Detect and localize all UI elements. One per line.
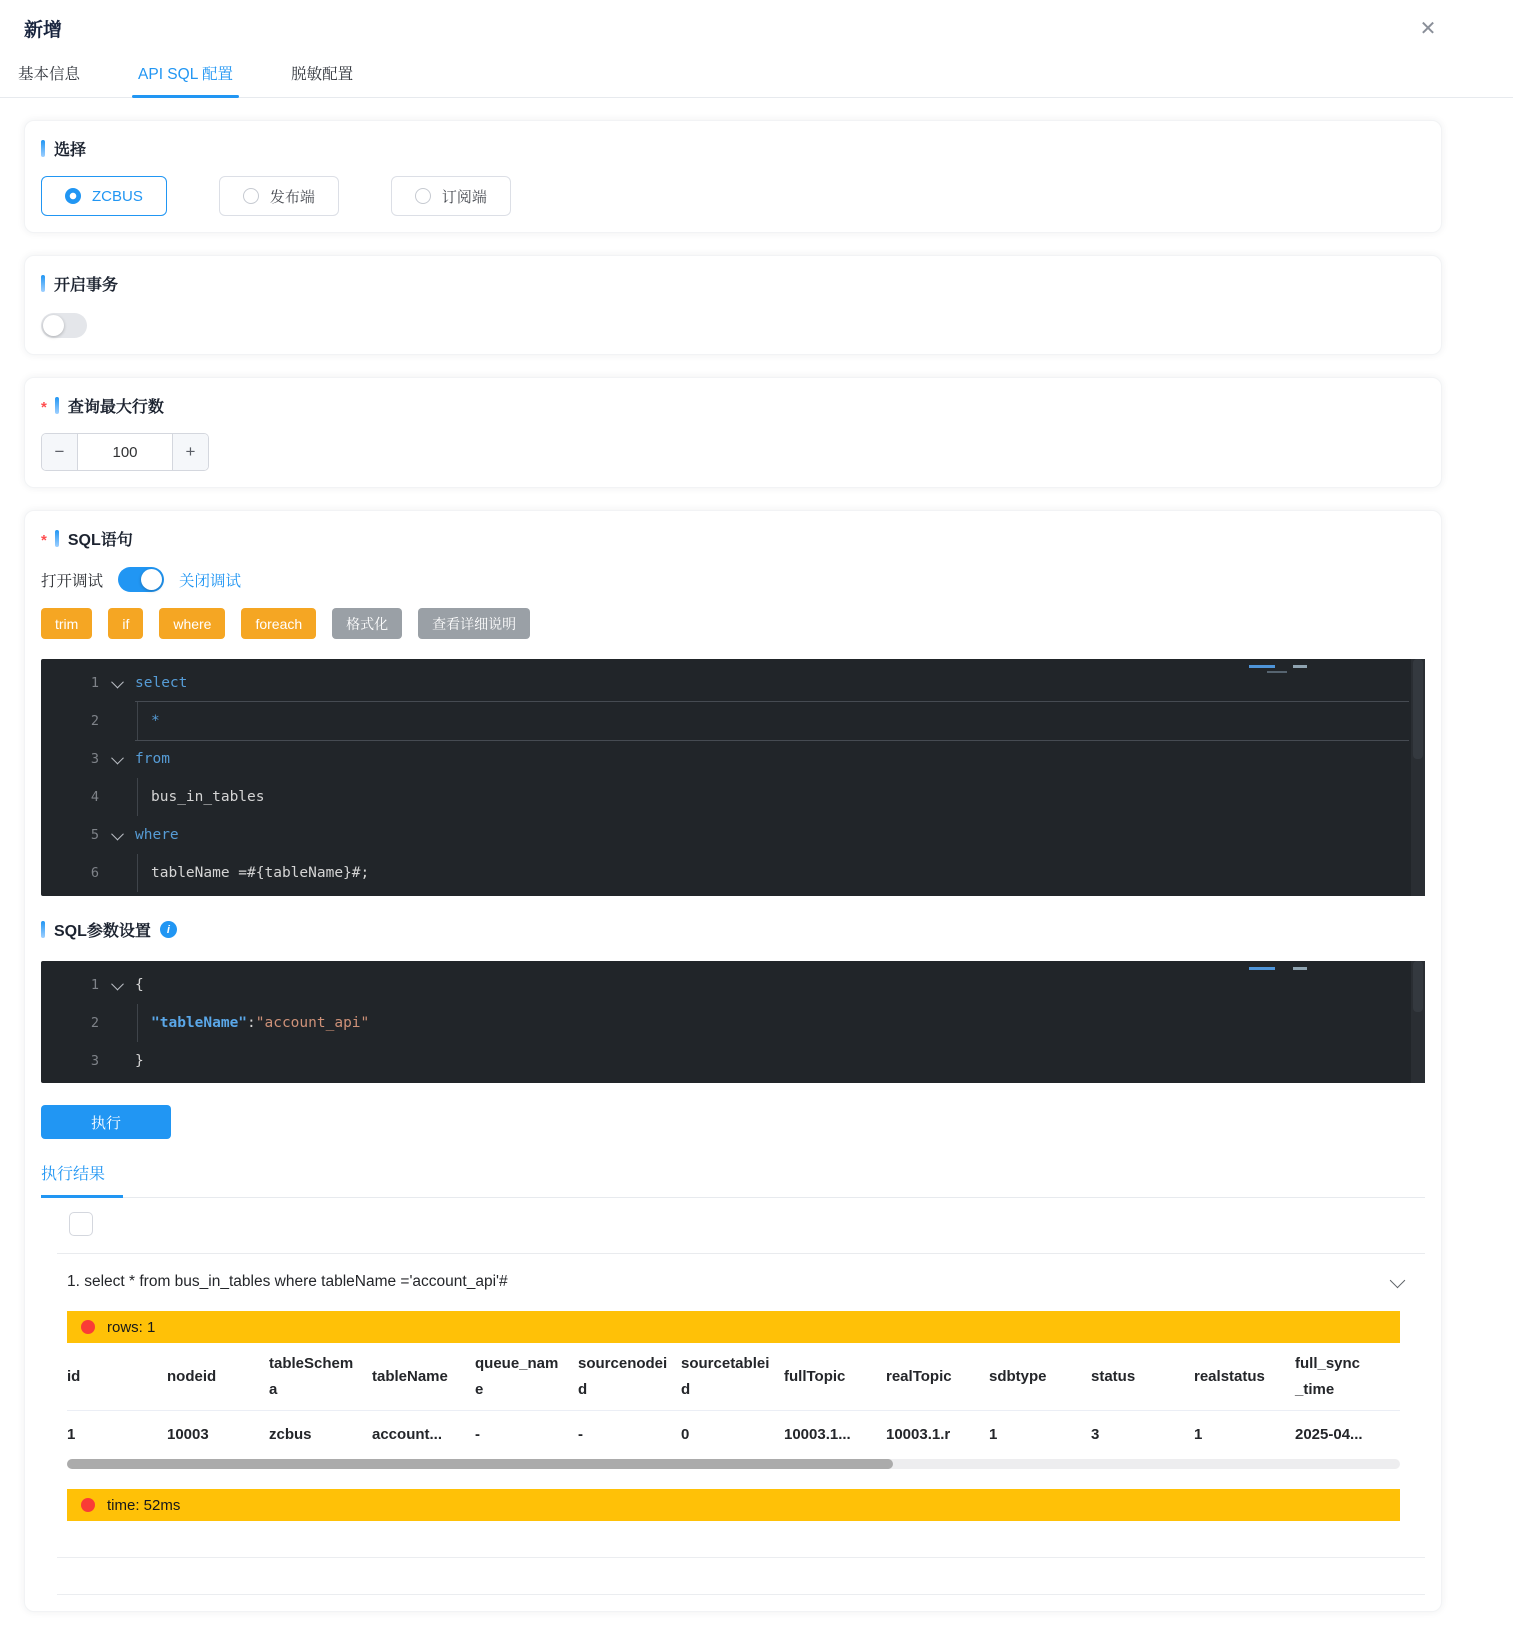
dialog-header <box>0 0 1513 42</box>
section-head-params <box>41 918 1425 941</box>
required-asterisk: * <box>41 532 47 549</box>
table-cell: - <box>475 1426 480 1443</box>
code-content: } <box>135 1053 144 1069</box>
section-bar-icon <box>41 275 45 292</box>
section-head-sql <box>41 527 1425 550</box>
section-head-transaction <box>41 272 1425 295</box>
section-title-transaction: 开启事务 <box>54 277 119 294</box>
time-badge-bar <box>67 1489 1400 1521</box>
quantity-stepper <box>41 433 209 471</box>
table-cell: 3 <box>1091 1426 1100 1443</box>
line-number: 5 <box>90 827 99 843</box>
editor-line <box>41 778 1425 816</box>
editor-line <box>41 1004 1425 1042</box>
table-cell: 10003 <box>167 1426 209 1443</box>
stepper-decrease-button[interactable]: − <box>42 434 78 470</box>
sql-tag-buttons <box>41 608 1425 639</box>
sql-editor[interactable] <box>41 659 1425 896</box>
section-title-params: SQL参数设置 <box>54 923 151 940</box>
column-header-queue_name: queue_name <box>475 1355 559 1398</box>
table-cell: 1 <box>1194 1426 1203 1443</box>
line-number: 4 <box>90 789 99 805</box>
section-title-max-rows: 查询最大行数 <box>67 399 164 416</box>
column-header-tableName: tableName <box>372 1367 448 1385</box>
red-dot-icon <box>81 1320 95 1334</box>
tag-button-foreach[interactable]: foreach <box>241 608 316 639</box>
tag-button-trim[interactable]: trim <box>41 608 92 639</box>
code-content: where <box>135 827 179 843</box>
table-cell: 1 <box>67 1426 76 1443</box>
fold-chevron-icon[interactable] <box>99 831 135 840</box>
code-content: from <box>135 751 170 767</box>
result-query-text: 1. select * from bus_in_tables where tableName ='account_api'# <box>67 1273 508 1290</box>
result-panel <box>57 1212 1425 1595</box>
card-sql <box>24 510 1442 1612</box>
table-cell: 2025-04... <box>1295 1426 1363 1443</box>
table-cell: 1 <box>989 1426 998 1443</box>
execute-button[interactable]: 执行 <box>41 1105 171 1139</box>
action-button-0[interactable]: 格式化 <box>332 608 402 639</box>
code-content: * <box>135 701 1409 741</box>
editor-scrollbar[interactable] <box>1411 961 1425 1083</box>
tab-execution-result[interactable]: 执行结果 <box>41 1155 123 1198</box>
red-dot-icon <box>81 1498 95 1512</box>
radio-icon <box>243 188 259 204</box>
line-number: 2 <box>90 1015 99 1031</box>
action-button-1[interactable]: 查看详细说明 <box>418 608 530 639</box>
line-number: 3 <box>90 751 99 767</box>
rows-badge-bar <box>67 1311 1400 1343</box>
horizontal-scrollbar[interactable] <box>67 1459 1400 1469</box>
table-cell: 0 <box>681 1426 690 1443</box>
column-header-tableSchema: tableSchema <box>269 1355 354 1398</box>
result-collapse-header[interactable] <box>57 1254 1425 1291</box>
table-cell: 10003.1.r <box>886 1426 951 1443</box>
tab-bar <box>0 50 1513 98</box>
info-icon[interactable] <box>160 921 177 938</box>
radio-icon <box>65 188 81 204</box>
line-number: 6 <box>90 865 99 881</box>
card-max-rows <box>24 377 1442 488</box>
radio-label: ZCBUS <box>92 187 143 205</box>
section-bar-icon <box>55 530 59 547</box>
stepper-value[interactable]: 100 <box>78 434 172 470</box>
code-content: select <box>135 675 188 691</box>
divider <box>57 1594 1425 1595</box>
sql-editor-lines <box>41 664 1425 892</box>
column-header-sourcenodeid: sourcenodeid <box>578 1355 668 1398</box>
rows-count-label: rows: 1 <box>107 1318 156 1336</box>
tag-button-where[interactable]: where <box>159 608 225 639</box>
editor-scrollbar[interactable] <box>1411 659 1425 896</box>
column-header-sourcetableid: sourcetableid <box>681 1355 770 1398</box>
debug-close-label[interactable]: 关闭调试 <box>179 572 242 590</box>
section-head-choose <box>41 137 1425 160</box>
fold-chevron-icon[interactable] <box>99 679 135 688</box>
time-label: time: 52ms <box>107 1496 181 1514</box>
editor-line <box>41 740 1425 778</box>
section-head-max-rows <box>41 394 1425 417</box>
result-tab-row <box>41 1155 1425 1198</box>
section-bar-icon <box>55 397 59 414</box>
card-choose <box>24 120 1442 233</box>
radio-option-1[interactable] <box>219 176 339 216</box>
table-cell: 10003.1... <box>784 1426 851 1443</box>
radio-label: 发布端 <box>269 188 315 206</box>
close-icon[interactable] <box>1414 13 1442 41</box>
tab-0[interactable]: 基本信息 <box>18 66 81 83</box>
tab-1[interactable]: API SQL 配置 <box>132 50 239 97</box>
table-cell: - <box>578 1426 583 1443</box>
code-content: tableName =#{tableName}#; <box>135 854 1409 892</box>
editor-line <box>41 966 1425 1004</box>
result-select-checkbox[interactable] <box>69 1212 93 1236</box>
section-bar-icon <box>41 921 45 938</box>
result-table <box>67 1343 1400 1457</box>
radio-icon <box>415 188 431 204</box>
column-header-sdbtype: sdbtype <box>989 1367 1047 1385</box>
stepper-increase-button[interactable]: + <box>172 434 208 470</box>
editor-line <box>41 1042 1425 1080</box>
editor-line <box>41 664 1425 702</box>
radio-option-0[interactable] <box>41 176 167 216</box>
column-header-nodeid: nodeid <box>167 1367 217 1385</box>
debug-toggle[interactable] <box>118 567 164 592</box>
table-header-row <box>67 1343 1400 1411</box>
debug-toggle-row <box>41 567 1425 592</box>
editor-line <box>41 702 1425 740</box>
column-header-status: status <box>1091 1367 1136 1385</box>
column-header-realstatus: realstatus <box>1194 1367 1265 1385</box>
transaction-toggle-row <box>41 313 1425 338</box>
params-editor-lines <box>41 966 1425 1080</box>
column-header-id: id <box>67 1367 81 1385</box>
code-content: { <box>135 977 144 993</box>
column-header-full_sync_time: full_sync_time <box>1295 1355 1361 1398</box>
table-row <box>67 1411 1400 1457</box>
radio-label: 订阅端 <box>441 188 487 206</box>
scrollbar-thumb[interactable] <box>67 1459 893 1469</box>
column-header-realTopic: realTopic <box>886 1367 952 1385</box>
page-title: 新增 <box>24 20 63 41</box>
debug-open-label: 打开调试 <box>41 572 104 590</box>
chevron-down-icon[interactable] <box>1390 1272 1406 1288</box>
section-title-choose: 选择 <box>54 142 87 159</box>
tab-2[interactable]: 脱敏配置 <box>291 66 354 83</box>
required-asterisk: * <box>41 399 47 416</box>
radio-option-2[interactable] <box>391 176 511 216</box>
column-header-fullTopic: fullTopic <box>784 1367 846 1385</box>
transaction-toggle[interactable] <box>41 313 87 338</box>
toggle-knob <box>141 569 162 590</box>
tag-button-if[interactable]: if <box>108 608 143 639</box>
code-content: bus_in_tables <box>135 778 1409 816</box>
section-title-sql: SQL语句 <box>67 532 133 549</box>
params-editor[interactable] <box>41 961 1425 1083</box>
radio-group <box>41 176 1425 216</box>
line-number: 1 <box>90 977 99 993</box>
editor-minimap <box>1247 663 1337 679</box>
divider <box>57 1557 1425 1558</box>
fold-chevron-icon[interactable] <box>99 981 135 990</box>
line-number: 1 <box>90 675 99 691</box>
line-number: 2 <box>90 713 99 729</box>
editor-line <box>41 816 1425 854</box>
fold-chevron-icon[interactable] <box>99 755 135 764</box>
code-content: "tableName" : "account_api" <box>135 1004 1409 1042</box>
table-cell: zcbus <box>269 1426 312 1443</box>
section-bar-icon <box>41 140 45 157</box>
line-number: 3 <box>90 1053 99 1069</box>
card-transaction <box>24 255 1442 355</box>
table-cell: account... <box>372 1426 443 1443</box>
toggle-knob <box>43 315 64 336</box>
editor-minimap <box>1247 965 1337 981</box>
editor-line <box>41 854 1425 892</box>
